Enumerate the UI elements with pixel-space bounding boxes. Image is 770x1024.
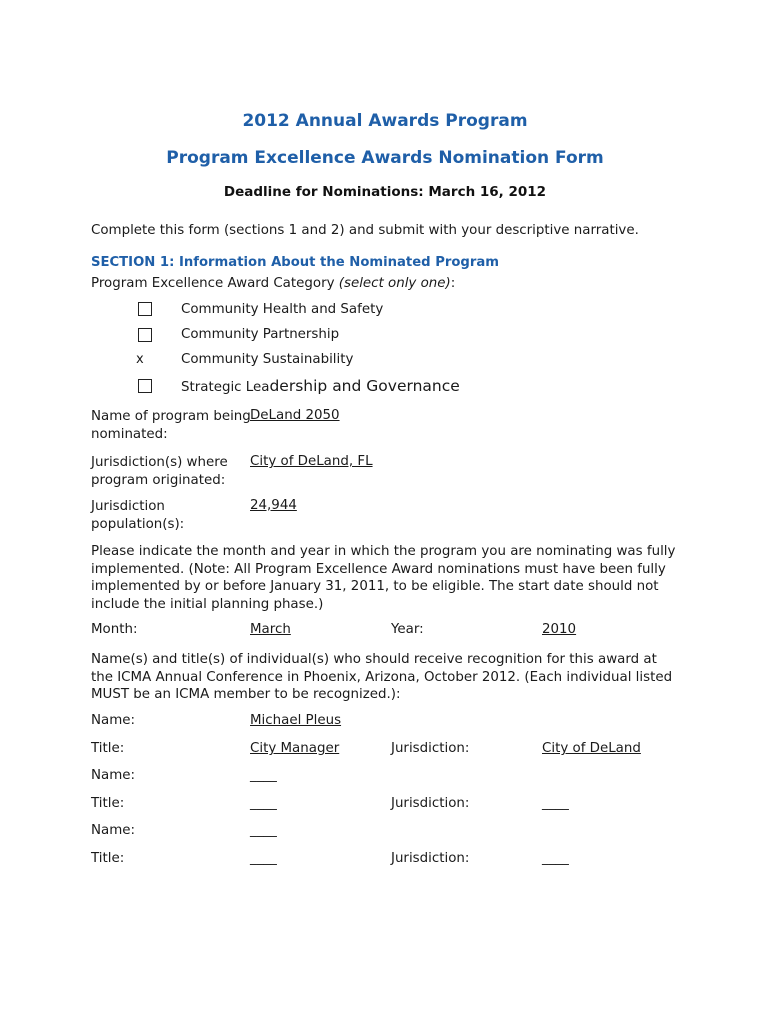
individual-1-jurisdiction-label: Jurisdiction: (391, 741, 470, 756)
individual-3-title-value[interactable]: ____ (250, 851, 277, 866)
individual-2-jurisdiction-value[interactable]: ____ (542, 796, 569, 811)
population-value[interactable]: 24,944 (250, 498, 297, 513)
option-label-strategic-leadership: Strategic Leadership and Governance (181, 377, 460, 395)
program-name-value[interactable]: DeLand 2050 (250, 408, 340, 423)
checkbox-community-sustainability-selected[interactable]: x (136, 352, 144, 367)
year-label: Year: (391, 622, 424, 637)
category-hint: (select only one) (338, 276, 451, 291)
deadline-text: Deadline for Nominations: March 16, 2012 (223, 184, 547, 200)
program-name-label: Name of program being nominated: (91, 409, 251, 442)
individual-2-name-value[interactable]: ____ (250, 768, 277, 783)
individual-3-title-label: Title: (91, 851, 125, 866)
checkbox-strategic-leadership[interactable] (138, 379, 152, 393)
form-subtitle: Program Excellence Awards Nomination Form (166, 148, 604, 168)
checkbox-community-health[interactable] (138, 302, 152, 316)
individual-2-jurisdiction-label: Jurisdiction: (391, 796, 470, 811)
individual-3-name-value[interactable]: ____ (250, 823, 277, 838)
implementation-paragraph: Please indicate the month and year in which the program you are nominating was fully implemented. (Note: All Program Excellence Award nominations must have been fully implemented by or before January 31, 2011, to be eligible. The start date should not include the initial planning phase.) (91, 544, 676, 612)
option-label-community-health: Community Health and Safety (181, 302, 384, 317)
individual-1-name-value[interactable]: Michael Pleus (250, 713, 342, 728)
section-1-heading: SECTION 1: Information About the Nominated Program (91, 255, 500, 270)
jurisdiction-label: Jurisdiction(s) where program originated: (91, 455, 228, 488)
individual-2-title-value[interactable]: ____ (250, 796, 277, 811)
individual-1-jurisdiction-value[interactable]: City of DeLand (542, 741, 641, 756)
individual-3-name-label: Name: (91, 823, 136, 838)
individual-3-jurisdiction-label: Jurisdiction: (391, 851, 470, 866)
option-label-community-sustainability: Community Sustainability (181, 352, 354, 367)
population-label: Jurisdiction population(s): (91, 499, 185, 532)
individual-1-title-value[interactable]: City Manager (250, 741, 340, 756)
category-label: Program Excellence Award Category (select only one): (91, 276, 456, 291)
individual-2-title-label: Title: (91, 796, 125, 811)
form-title: 2012 Annual Awards Program (242, 111, 528, 131)
month-label: Month: (91, 622, 138, 637)
checkbox-community-partnership[interactable] (138, 328, 152, 342)
individual-3-jurisdiction-value[interactable]: ____ (542, 851, 569, 866)
instructions-text: Complete this form (sections 1 and 2) and submit with your descriptive narrative. (91, 223, 639, 238)
individual-2-name-label: Name: (91, 768, 136, 783)
month-value[interactable]: March (250, 622, 291, 637)
recognition-paragraph: Name(s) and title(s) of individual(s) who should receive recognition for this award at the ICMA Annual Conference in Phoenix, Arizona, October 2012. (Each individual listed MUST be an ICMA member to be recognized.): (91, 652, 673, 702)
option-label-community-partnership: Community Partnership (181, 327, 340, 342)
individual-1-title-label: Title: (91, 741, 125, 756)
individual-1-name-label: Name: (91, 713, 136, 728)
jurisdiction-value[interactable]: City of DeLand, FL (250, 454, 373, 469)
year-value[interactable]: 2010 (542, 622, 577, 637)
